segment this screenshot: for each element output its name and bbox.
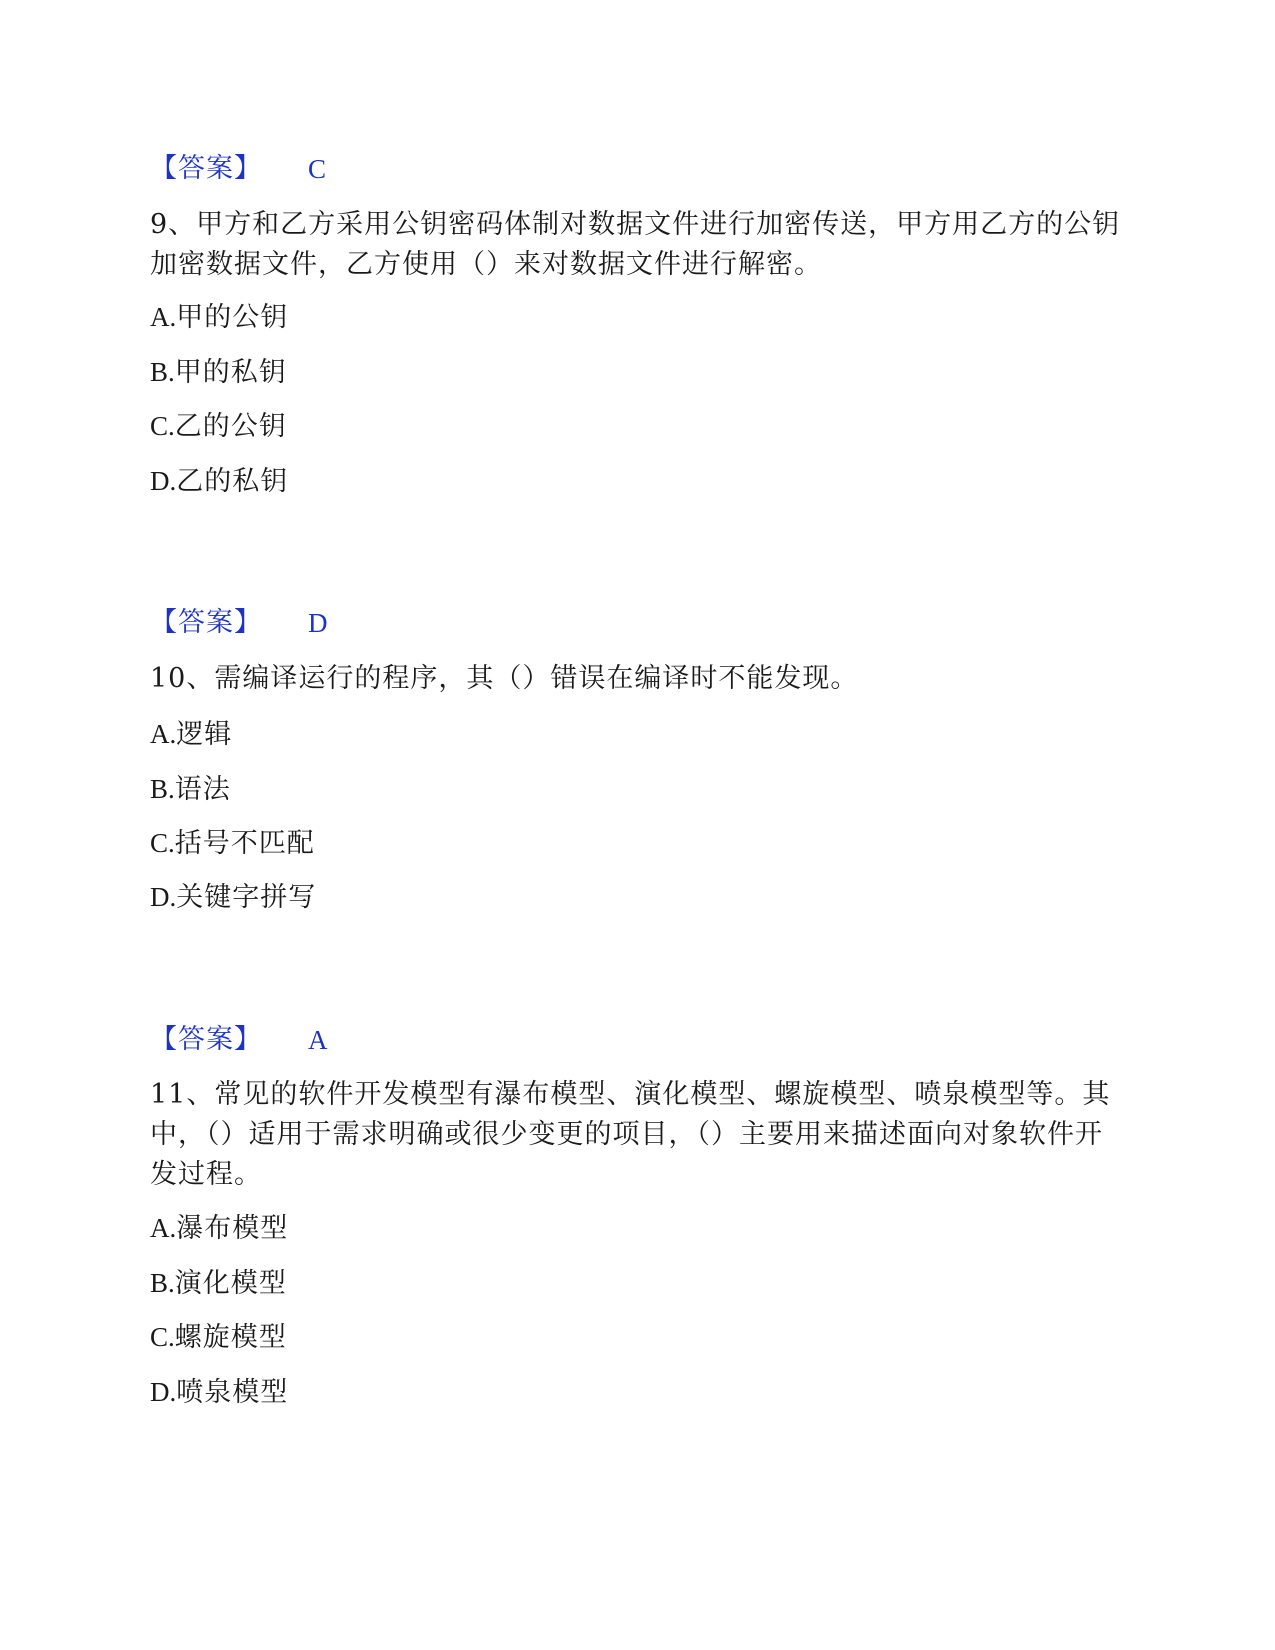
answer-label: 【答案】 (150, 1024, 262, 1055)
option-c: C.括号不匹配 (150, 828, 315, 859)
answer-value: C (308, 154, 327, 184)
answer-line (150, 603, 328, 643)
option-c: C.乙的公钥 (150, 411, 287, 442)
answer-value: D (308, 608, 328, 638)
option-b: B.演化模型 (150, 1268, 287, 1299)
option-a: A.逻辑 (150, 719, 233, 750)
option-a: A.甲的公钥 (150, 302, 289, 333)
option-a: A.瀑布模型 (150, 1213, 289, 1244)
answer-label: 【答案】 (150, 607, 262, 638)
option-d: D.关键字拼写 (150, 882, 317, 913)
option-d: D.喷泉模型 (150, 1377, 289, 1408)
option-c: C.螺旋模型 (150, 1322, 287, 1353)
option-b: B.语法 (150, 774, 231, 805)
option-b: B.甲的私钥 (150, 357, 287, 388)
question-text: 11、常见的软件开发模型有瀑布模型、演化模型、螺旋模型、喷泉模型等。其中，（）适用于需求明确或很少变更的项目，（）主要用来描述面向对象软件开发过程。 (150, 1079, 1111, 1190)
answer-line (150, 149, 327, 189)
option-d: D.乙的私钥 (150, 466, 289, 497)
answer-value: A (308, 1025, 328, 1055)
answer-line (150, 1020, 328, 1060)
answer-label: 【答案】 (150, 153, 262, 184)
question-text: 9、甲方和乙方采用公钥密码体制对数据文件进行加密传送，甲方用乙方的公钥加密数据文件，乙方使用（）来对数据文件进行解密。 (150, 209, 1121, 280)
question-text: 10、需编译运行的程序，其（）错误在编译时不能发现。 (150, 663, 859, 694)
